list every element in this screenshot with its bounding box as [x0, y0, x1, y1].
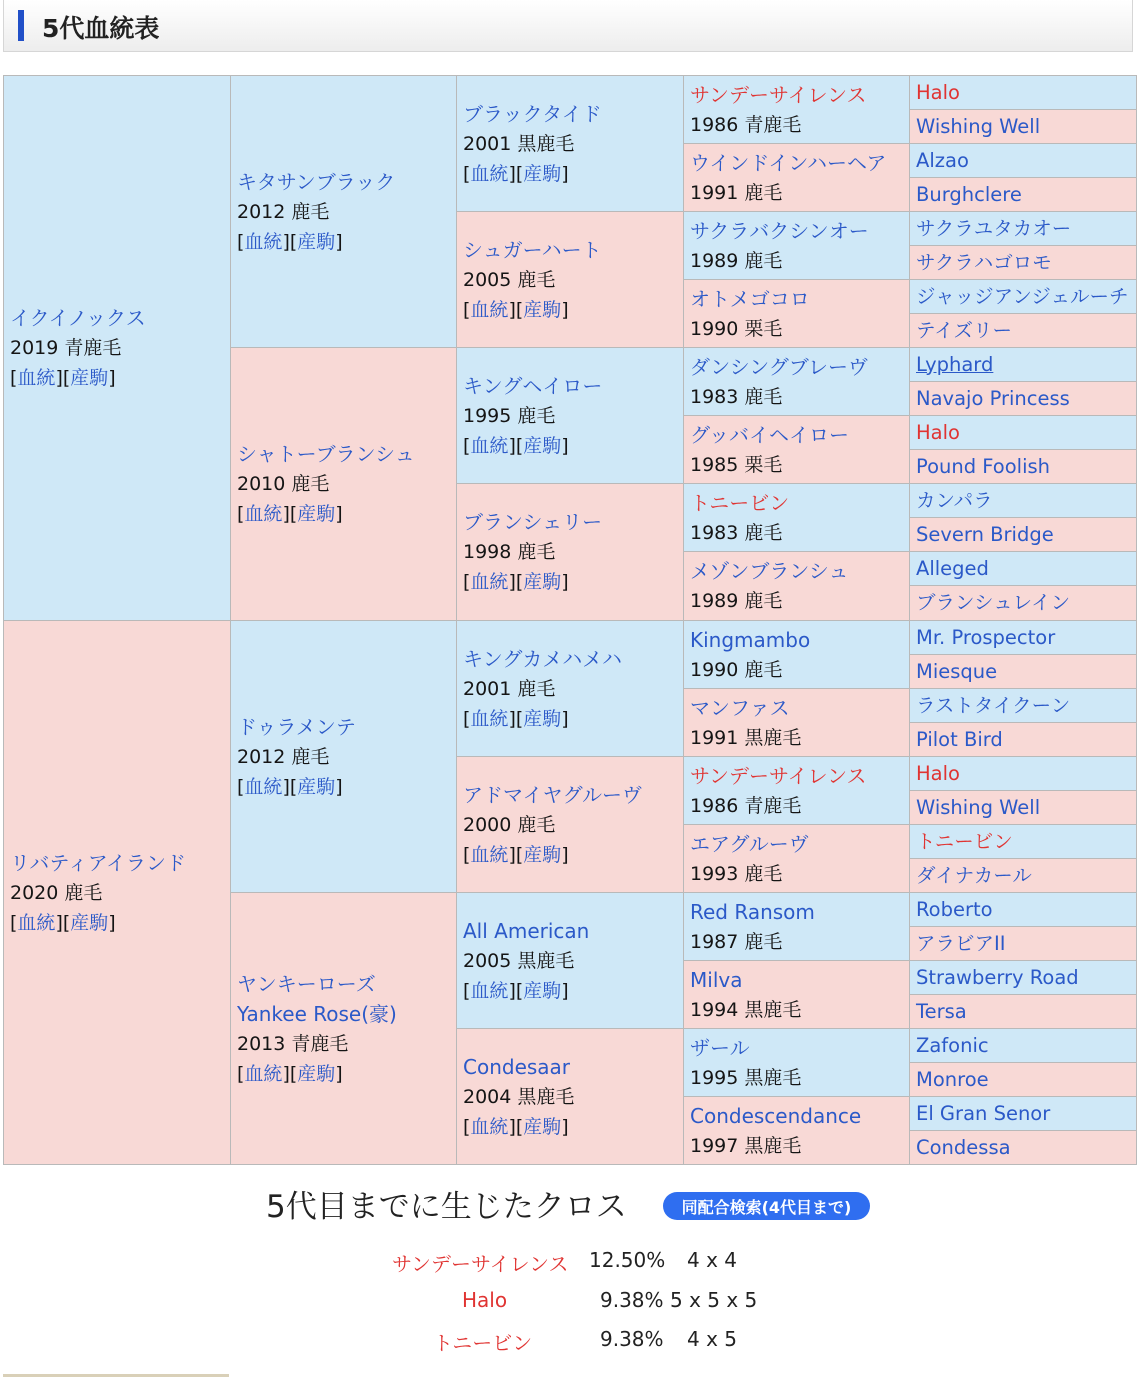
- progeny-link[interactable]: 産駒: [523, 843, 562, 866]
- cross-percentage: 9.38%: [600, 1327, 664, 1351]
- bracket-mid: ][: [508, 162, 524, 185]
- horse-name-link[interactable]: Condescendance: [690, 1103, 862, 1128]
- pedigree-cell-gen5: [909, 756, 1137, 791]
- horse-name-link[interactable]: ブラックタイド: [463, 101, 602, 126]
- bracket-close: ]: [108, 367, 116, 389]
- cross-horse-name[interactable]: サンデーサイレンス: [392, 1252, 569, 1276]
- birth-year-color: 2000 鹿毛: [463, 813, 556, 836]
- pedigree-link[interactable]: 血統: [470, 707, 509, 730]
- pedigree-cell-gen5: [909, 824, 1137, 859]
- birth-year-color: 1983 鹿毛: [690, 521, 783, 544]
- pedigree-cell-gen5: [909, 1028, 1137, 1063]
- birth-year-color: 1987 鹿毛: [690, 930, 783, 953]
- pedigree-cell-gen3: [456, 620, 684, 757]
- bracket-open: [: [237, 503, 245, 525]
- pedigree-cell-gen4: [683, 892, 910, 961]
- birth-year-color: 2005 黒鹿毛: [463, 949, 575, 972]
- pedigree-cell-gen5: [909, 75, 1137, 110]
- horse-name-link[interactable]: El Gran Senor: [916, 1101, 1051, 1125]
- pedigree-cell-gen5: [909, 620, 1137, 655]
- progeny-link[interactable]: 産駒: [297, 775, 336, 798]
- horse-name-link[interactable]: Burghclere: [916, 182, 1022, 206]
- bracket-open: [: [237, 775, 245, 798]
- bracket-mid: ][: [508, 1115, 524, 1138]
- bracket-mid: ][: [282, 1062, 298, 1085]
- horse-name-link[interactable]: サクラハゴロモ: [916, 250, 1052, 274]
- birth-year-color: 2001 黒鹿毛: [463, 132, 575, 155]
- horse-name-link[interactable]: アドマイヤグルーヴ: [463, 782, 642, 807]
- birth-year-color: 2005 鹿毛: [463, 268, 556, 291]
- bracket-mid: ][: [282, 503, 298, 525]
- birth-year-color: 1989 鹿毛: [690, 249, 783, 272]
- pedigree-link[interactable]: 血統: [470, 1115, 509, 1138]
- birth-year-color: 2020 鹿毛: [10, 881, 103, 904]
- bracket-close: ]: [561, 571, 569, 593]
- pedigree-table: [3, 75, 1136, 1164]
- horse-name-link[interactable]: サンデーサイレンス: [690, 82, 867, 107]
- horse-name-link[interactable]: ダイナカール: [916, 863, 1032, 887]
- birth-year-color: 1990 鹿毛: [690, 658, 783, 681]
- pedigree-links: [237, 227, 456, 257]
- horse-name-link[interactable]: ヤンキーローズ: [237, 971, 376, 996]
- birth-year-color: 2019 青鹿毛: [10, 337, 122, 359]
- birth-year-color: 2012 鹿毛: [237, 745, 330, 768]
- bracket-close: ]: [561, 298, 569, 321]
- pedigree-cell-gen5: [909, 381, 1137, 416]
- progeny-link[interactable]: 産駒: [523, 1115, 562, 1138]
- horse-name-link[interactable]: Tersa: [916, 999, 967, 1023]
- progeny-link[interactable]: 産駒: [523, 707, 562, 730]
- horse-name-link[interactable]: Roberto: [916, 897, 993, 921]
- pedigree-cell-gen4: [683, 483, 910, 552]
- pedigree-cell-gen4: [683, 960, 910, 1029]
- horse-name-link[interactable]: サクラバクシンオー: [690, 218, 869, 243]
- pedigree-cell-gen5: [909, 211, 1137, 246]
- horse-name-link[interactable]: Condesaar: [463, 1054, 571, 1079]
- pedigree-link[interactable]: 血統: [470, 298, 509, 321]
- cross-horse-name[interactable]: トニービン: [433, 1331, 533, 1355]
- pedigree-link[interactable]: 血統: [470, 434, 509, 457]
- bracket-mid: ][: [508, 979, 524, 1002]
- cross-generations: 4 x 5: [687, 1327, 737, 1351]
- horse-name-link[interactable]: ウインドインハーヘア: [690, 150, 887, 175]
- pedigree-links: [463, 159, 683, 189]
- birth-year-color: 1986 青鹿毛: [690, 113, 802, 136]
- bracket-mid: ][: [508, 571, 524, 593]
- bracket-open: [: [463, 162, 471, 185]
- horse-name-link[interactable]: ザール: [690, 1035, 750, 1060]
- pedigree-link[interactable]: 血統: [244, 1062, 283, 1085]
- horse-name-link[interactable]: キタサンブラック: [237, 169, 396, 194]
- pedigree-cell-gen2: [230, 892, 457, 1165]
- progeny-link[interactable]: 産駒: [297, 503, 336, 525]
- horse-name-link[interactable]: Zafonic: [916, 1033, 989, 1057]
- bracket-open: [: [237, 1062, 245, 1085]
- progeny-link[interactable]: 産駒: [523, 979, 562, 1002]
- horse-name-link[interactable]: イクイノックス: [10, 306, 146, 330]
- horse-name-link[interactable]: Severn Bridge: [916, 522, 1054, 546]
- bracket-open: [: [463, 434, 471, 457]
- birth-year-color: 1986 青鹿毛: [690, 794, 802, 817]
- birth-year-color: 1991 黒鹿毛: [690, 726, 802, 749]
- horse-name-link[interactable]: エアグルーヴ: [690, 831, 809, 856]
- birth-year-color: 2001 鹿毛: [463, 677, 556, 700]
- pedigree-cell-gen4: [683, 75, 910, 144]
- bracket-open: [: [10, 911, 18, 934]
- birth-year-color: 2012 鹿毛: [237, 200, 330, 223]
- horse-name-link[interactable]: Wishing Well: [916, 795, 1041, 819]
- progeny-link[interactable]: 産駒: [70, 367, 109, 389]
- pedigree-cell-gen5: [909, 858, 1137, 893]
- birth-year-color: 1998 鹿毛: [463, 541, 556, 563]
- horse-name-link[interactable]: Milva: [690, 967, 743, 992]
- bracket-mid: ][: [508, 707, 524, 730]
- pedigree-cell-gen5: [909, 585, 1137, 621]
- pedigree-links: [463, 295, 683, 325]
- pedigree-cell-gen5: [909, 892, 1137, 927]
- pedigree-links: [463, 1112, 683, 1142]
- horse-name-link[interactable]: Alzao: [916, 148, 969, 172]
- pedigree-cell-gen5: [909, 1062, 1137, 1097]
- pedigree-cell-gen5: [909, 313, 1137, 348]
- birth-year-color: 1989 鹿毛: [690, 590, 783, 612]
- horse-name-link[interactable]: キングカメハメハ: [463, 646, 622, 671]
- bracket-close: ]: [335, 503, 343, 525]
- pedigree-link[interactable]: 血統: [244, 503, 283, 525]
- pedigree-link[interactable]: 血統: [470, 162, 509, 185]
- horse-name-link[interactable]: シュガーハート: [463, 237, 602, 262]
- cross-section-title: 5代目までに生じたクロス: [266, 1189, 627, 1225]
- bracket-open: [: [10, 367, 18, 389]
- horse-name-link[interactable]: メゾンブランシュ: [690, 559, 849, 583]
- bracket-open: [: [463, 1115, 471, 1138]
- pedigree-links: [10, 363, 230, 393]
- pedigree-link[interactable]: 血統: [470, 571, 509, 593]
- pedigree-cell-gen5: [909, 109, 1137, 144]
- cross-generations: 4 x 4: [687, 1248, 737, 1272]
- pedigree-cell-gen3: [456, 892, 684, 1029]
- horse-name-link[interactable]: テイズリー: [916, 318, 1012, 342]
- horse-name-link[interactable]: Halo: [916, 761, 960, 785]
- horse-name-link[interactable]: リバティアイランド: [10, 850, 186, 875]
- horse-alt-name-link[interactable]: Yankee Rose(豪): [237, 1001, 397, 1026]
- pedigree-cell-gen5: [909, 1130, 1137, 1165]
- pedigree-links: [463, 976, 683, 1006]
- pedigree-link[interactable]: 血統: [470, 843, 509, 866]
- pedigree-cell-gen5: [909, 245, 1137, 280]
- pedigree-links: [237, 772, 456, 802]
- pedigree-link[interactable]: 血統: [244, 230, 283, 253]
- progeny-link[interactable]: 産駒: [70, 911, 109, 934]
- bracket-mid: ][: [508, 298, 524, 321]
- bracket-close: ]: [335, 230, 343, 253]
- pedigree-cell-gen4: [683, 1028, 910, 1097]
- horse-name-link[interactable]: トニービン: [916, 829, 1013, 853]
- pedigree-links: [10, 908, 230, 938]
- pedigree-cell-gen5: [909, 347, 1137, 382]
- bracket-close: ]: [335, 1062, 343, 1085]
- pedigree-links: [463, 567, 683, 597]
- pedigree-cell-gen3: [456, 211, 684, 348]
- bracket-mid: ][: [55, 367, 71, 389]
- birth-year-color: 1983 鹿毛: [690, 385, 783, 408]
- pedigree-cell-gen5: [909, 790, 1137, 825]
- horse-name-link[interactable]: Lyphard: [916, 352, 994, 376]
- horse-name-link[interactable]: Red Ransom: [690, 899, 815, 924]
- pedigree-link[interactable]: 血統: [470, 979, 509, 1002]
- birth-year-color: 2010 鹿毛: [237, 473, 330, 495]
- pedigree-cell-gen3: [456, 756, 684, 893]
- birth-year-color: 1993 鹿毛: [690, 862, 783, 885]
- pedigree-cell-gen3: [456, 483, 684, 621]
- progeny-link[interactable]: 産駒: [523, 162, 562, 185]
- bracket-close: ]: [561, 979, 569, 1002]
- horse-name-link[interactable]: Halo: [916, 420, 960, 444]
- horse-name-link[interactable]: Monroe: [916, 1067, 989, 1091]
- pedigree-cell-gen5: [909, 483, 1137, 518]
- pedigree-links: [463, 704, 683, 734]
- cross-percentage: 9.38%: [600, 1288, 664, 1312]
- bracket-close: ]: [561, 707, 569, 730]
- horse-name-link[interactable]: カンパラ: [916, 488, 993, 512]
- pedigree-cell-gen5: [909, 722, 1137, 757]
- birth-year-color: 2004 黒鹿毛: [463, 1085, 575, 1108]
- pedigree-cell-gen5: [909, 415, 1137, 450]
- horse-name-link[interactable]: ブランシュレイン: [916, 591, 1071, 614]
- pedigree-links: [237, 499, 456, 529]
- horse-name-link[interactable]: ブランシェリー: [463, 510, 603, 534]
- birth-year-color: 1985 栗毛: [690, 453, 783, 476]
- bracket-mid: ][: [282, 230, 298, 253]
- horse-name-link[interactable]: Halo: [916, 80, 960, 104]
- bracket-mid: ][: [55, 911, 71, 934]
- birth-year-color: 1990 栗毛: [690, 317, 783, 340]
- horse-name-link[interactable]: Navajo Princess: [916, 386, 1070, 410]
- horse-name-link[interactable]: Mr. Prospector: [916, 625, 1056, 649]
- birth-year-color: 1995 黒鹿毛: [690, 1066, 802, 1089]
- bracket-close: ]: [561, 162, 569, 185]
- pedigree-cell-gen5: [909, 654, 1137, 689]
- bracket-close: ]: [108, 911, 116, 934]
- bracket-close: ]: [561, 434, 569, 457]
- pedigree-cell-gen4: [683, 1096, 910, 1165]
- pedigree-links: [237, 1059, 456, 1089]
- pedigree-cell-gen4: [683, 347, 910, 416]
- horse-name-link[interactable]: All American: [463, 918, 590, 943]
- horse-name-link[interactable]: Miesque: [916, 659, 998, 683]
- horse-name-link[interactable]: Pilot Bird: [916, 727, 1003, 751]
- horse-name-link[interactable]: ラストタイクーン: [916, 693, 1071, 717]
- horse-name-link[interactable]: Alleged: [916, 556, 989, 580]
- horse-name-link[interactable]: Kingmambo: [690, 627, 811, 652]
- pedigree-cell-gen4: [683, 551, 910, 621]
- bracket-mid: ][: [508, 434, 524, 457]
- horse-name-link[interactable]: ドゥラメンテ: [237, 714, 356, 739]
- pedigree-cell-gen3: [456, 1028, 684, 1165]
- horse-name-link[interactable]: アラビアII: [916, 931, 1006, 955]
- cross-horse-name[interactable]: Halo: [462, 1288, 508, 1312]
- pedigree-cell-gen5: [909, 177, 1137, 212]
- pedigree-cell-gen1: [3, 75, 231, 621]
- pedigree-links: [463, 840, 683, 870]
- header-accent-bar: [18, 10, 24, 41]
- birth-year-color: 1991 鹿毛: [690, 181, 783, 204]
- pedigree-cell-gen5: [909, 449, 1137, 484]
- pedigree-cell-gen4: [683, 620, 910, 689]
- pedigree-cell-gen1: [3, 620, 231, 1165]
- bracket-open: [: [463, 843, 471, 866]
- progeny-link[interactable]: 産駒: [297, 1062, 336, 1085]
- pedigree-link[interactable]: 血統: [17, 367, 56, 389]
- horse-name-link[interactable]: Strawberry Road: [916, 965, 1079, 989]
- horse-name-link[interactable]: サクラユタカオー: [916, 216, 1072, 240]
- horse-name-link[interactable]: Condessa: [916, 1135, 1011, 1159]
- birth-year-color: 1994 黒鹿毛: [690, 998, 802, 1021]
- horse-name-link[interactable]: ダンシングブレーヴ: [690, 354, 868, 379]
- birth-year-color: 1995 鹿毛: [463, 404, 556, 427]
- pedigree-cell-gen2: [230, 75, 457, 348]
- birth-year-color: 1997 黒鹿毛: [690, 1134, 802, 1157]
- pedigree-cell-gen4: [683, 756, 910, 825]
- pedigree-cell-gen3: [456, 75, 684, 212]
- pedigree-cell-gen4: [683, 688, 910, 757]
- bracket-open: [: [463, 707, 471, 730]
- pedigree-cell-gen5: [909, 517, 1137, 552]
- progeny-link[interactable]: 産駒: [297, 230, 336, 253]
- horse-name-link[interactable]: シャトーブランシュ: [237, 442, 415, 466]
- pedigree-cell-gen5: [909, 279, 1137, 314]
- horse-name-link[interactable]: グッバイヘイロー: [690, 422, 849, 447]
- bracket-mid: ][: [508, 843, 524, 866]
- pedigree-cell-gen2: [230, 620, 457, 893]
- pedigree-links: [463, 431, 683, 461]
- bracket-open: [: [463, 571, 471, 593]
- same-mating-search-button[interactable]: 同配合検索(4代目まで): [663, 1192, 870, 1220]
- bracket-close: ]: [561, 843, 569, 866]
- pedigree-cell-gen5: [909, 688, 1137, 723]
- pedigree-cell-gen5: [909, 994, 1137, 1029]
- pedigree-cell-gen5: [909, 1096, 1137, 1131]
- pedigree-cell-gen4: [683, 415, 910, 484]
- pedigree-cell-gen4: [683, 211, 910, 280]
- progeny-link[interactable]: 産駒: [523, 571, 562, 593]
- horse-name-link[interactable]: サンデーサイレンス: [690, 763, 867, 788]
- section-title: 5代血統表: [42, 14, 160, 43]
- progeny-link[interactable]: 産駒: [523, 434, 562, 457]
- bracket-open: [: [237, 230, 245, 253]
- horse-name-link[interactable]: トニービン: [690, 490, 790, 515]
- pedigree-cell-gen3: [456, 347, 684, 484]
- pedigree-cell-gen5: [909, 926, 1137, 961]
- pedigree-cell-gen4: [683, 143, 910, 212]
- bracket-close: ]: [335, 775, 343, 798]
- progeny-link[interactable]: 産駒: [523, 298, 562, 321]
- cross-percentage: 12.50%: [589, 1248, 666, 1272]
- horse-name-link[interactable]: キングヘイロー: [463, 373, 603, 398]
- horse-name-link[interactable]: Pound Foolish: [916, 454, 1051, 478]
- pedigree-cell-gen5: [909, 960, 1137, 995]
- pedigree-cell-gen5: [909, 551, 1137, 586]
- bracket-open: [: [463, 979, 471, 1002]
- horse-name-link[interactable]: オトメゴコロ: [690, 286, 810, 311]
- pedigree-link[interactable]: 血統: [244, 775, 283, 798]
- horse-name-link[interactable]: ジャッジアンジェルーチ: [916, 285, 1129, 308]
- pedigree-cell-gen5: [909, 143, 1137, 178]
- pedigree-cell-gen2: [230, 347, 457, 621]
- bracket-mid: ][: [282, 775, 298, 798]
- bracket-close: ]: [561, 1115, 569, 1138]
- bracket-open: [: [463, 298, 471, 321]
- horse-name-link[interactable]: マンファス: [690, 695, 790, 720]
- pedigree-cell-gen4: [683, 824, 910, 893]
- pedigree-cell-gen4: [683, 279, 910, 348]
- section-header: [3, 0, 1133, 52]
- birth-year-color: 2013 青鹿毛: [237, 1032, 349, 1055]
- pedigree-link[interactable]: 血統: [17, 911, 56, 934]
- horse-name-link[interactable]: Wishing Well: [916, 114, 1041, 138]
- cross-generations: 5 x 5 x 5: [670, 1288, 758, 1312]
